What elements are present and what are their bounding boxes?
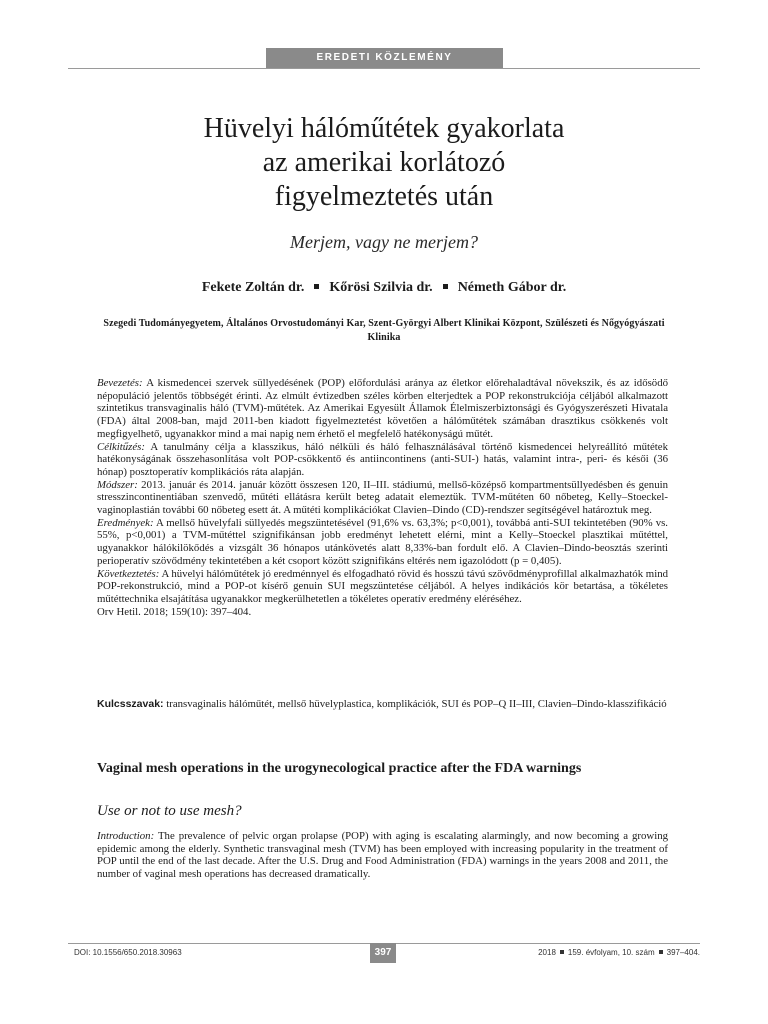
- abstract-text: A kismedencei szervek süllyedésének (POP) előfordulási aránya az életkor előrehaladtával növekszik, és az idősödő népopuláció jelentős többségét érinti. Az elmúlt évtizedben széles körben elterjedtek a POP rekonstrukciója céljából alkalmazott szintetikus transvaginalis háló (TVM)-műtétek. Az Amerikai Egyesült Államok Élelmiszerbiztonsági és Gyógyszerészeti Hivatala (FDA) által 2008-ban, majd 2011-ben kiadott figyelmeztetést követően a hálóműtétek számában drasztikus csökkenés volt megfigyelhető, ugyanakkor mind a mai napig nem érhető el megfelelő hatékonyságú műtét.: [97, 377, 668, 440]
- separator-square: [560, 950, 564, 954]
- abstract-label: Eredmények:: [97, 516, 154, 529]
- keywords: [97, 698, 668, 711]
- english-title: Vaginal mesh operations in the urogynecological practice after the FDA warnings: [97, 761, 582, 776]
- abstract-intro: [97, 377, 668, 441]
- abstract-text: A tanulmány célja a klasszikus, háló nélküli és háló felhasználásával történő kismedencei helyreállító műtétek hatékonyságának összehasonlítása volt POP-csökkentő és antiincontinens (anti-SUI-) hatás, valamint intra-, peri- és késői (36 hónap) posztoperatív komplikációs ráta alapján.: [97, 440, 668, 478]
- separator-square: [314, 284, 319, 289]
- abstract-text: A mellső hüvelyfali süllyedés megszüntetésével (91,6% vs. 63,3%; p<0,001), továbbá anti-SUI tekintetében (90% vs. 55%, p<0,001) a TVM-műtéttel szignifikánsan jobb eredményt lehetett elérni, mint a Kelly–Stoeckel plasztikai műtéttel, ugyanakkor hálókilökődés a vizsgált 36 hónapos utánkövetés alatt 8,33%-ban fordult elő. A Clavien–Dindo-beosztás szerinti perioperatív szövődmény tekintetében a két csoport között szignifikáns eltérés nem igazolódott (p = 0,405).: [97, 516, 668, 567]
- article-subtitle: Merjem, vagy ne merjem?: [290, 232, 478, 252]
- title-line: figyelmeztetés után: [274, 181, 494, 212]
- header-rule: [68, 68, 700, 69]
- separator-square: [659, 950, 663, 954]
- separator-square: [443, 284, 448, 289]
- english-abstract: [97, 830, 668, 881]
- keywords-label: Kulcsszavak:: [97, 698, 164, 710]
- title-line: az amerikai korlátozó: [262, 147, 506, 178]
- title-line: Hüvelyi hálóműtétek gyakorlata: [203, 113, 565, 144]
- affiliation: Szegedi Tudományegyetem, Általános Orvostudományi Kar, Szent-Györgyi Albert Klinikai Központ, Szülészeti és Nőgyógyászati Klinika: [103, 318, 665, 343]
- abstract-text: A hüvelyi hálóműtétek jó eredménnyel és elfogadható rövid és hosszú távú szövődményprofillal alkalmazhatók mind POP-rekonstrukció, mind a POP-ot kísérő genuin SUI megszüntetése céljából. A helyes indikációs kör betartása, a tökéletes műtéttechnika elsajátítása ugyanakkor megkerülhetetlen a tökéletes operatív eredmény eléréséhez.: [97, 567, 668, 605]
- section-label: EREDETI KÖZLEMÉNY: [266, 48, 503, 68]
- journal-citation: [538, 948, 700, 957]
- abstract-aim: [97, 441, 668, 479]
- page-number: 397: [370, 943, 396, 963]
- author: Fekete Zoltán dr.: [201, 280, 305, 295]
- abstract-label: Introduction:: [97, 830, 155, 842]
- abstract-citation: Orv Hetil. 2018; 159(10): 397–404.: [97, 605, 252, 618]
- page-footer: [68, 943, 700, 963]
- cite-volume: 159. évfolyam, 10. szám: [567, 948, 655, 957]
- article-title: [120, 112, 648, 214]
- abstract-text: 2013. január és 2014. január között összesen 120, II–III. stádiumú, mellső-középső kompartmentsüllyedésben és genuin stresszincontinentiában szenvedő, műtéti ellátásra került beteg adatait elemeztük. TVM-műtéten 60 nőbeteg, Kelly–Stoeckel-vaginoplastián további 60 nőbeteg esett át. A műtéti komplikációkat Clavien–Dindo (CD)-rendszer segítségével határoztuk meg.: [97, 478, 668, 517]
- doi-text: DOI: 10.1556/650.2018.30963: [74, 948, 182, 957]
- cite-pages: 397–404.: [666, 948, 700, 957]
- abstract-conclusion: [97, 568, 668, 606]
- abstract-label: Célkitűzés:: [97, 440, 145, 453]
- english-subtitle: Use or not to use mesh?: [97, 803, 242, 819]
- abstract-label: Bevezetés:: [97, 377, 143, 389]
- abstract-text: The prevalence of pelvic organ prolapse (POP) with aging is escalating alarmingly, and now becoming a growing epidemic among the elderly. Synthetic transvaginal mesh (TVM) has been employed with increasing popularity in the treatment of POP until the end of the last decade. After the U.S. Drug and Food Administration (FDA) warnings in the years 2008 and 2011, the number of vaginal mesh operations has decreased dramatically.: [97, 830, 668, 881]
- abstract-label: Módszer:: [97, 478, 138, 491]
- keywords-text: transvaginalis hálóműtét, mellső hüvelyplastica, komplikációk, SUI és POP–Q II–III, Clavien–Dindo-klasszifikáció: [163, 698, 667, 710]
- author: Kőrösi Szilvia dr.: [329, 280, 433, 295]
- cite-year: 2018: [538, 948, 556, 957]
- abstract-method: [97, 479, 668, 517]
- abstract-results: [97, 517, 668, 568]
- author-list: [80, 280, 688, 296]
- hungarian-abstract: [97, 377, 668, 618]
- author: Németh Gábor dr.: [457, 280, 567, 295]
- abstract-label: Következtetés:: [97, 567, 160, 580]
